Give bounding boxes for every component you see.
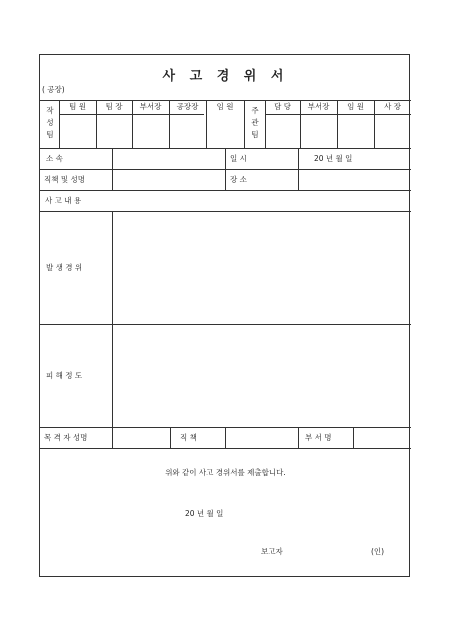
section-divider <box>112 211 113 427</box>
row-line <box>40 211 411 212</box>
supervising-team-label: 주 관 팀 <box>251 106 259 139</box>
approval-divider <box>244 100 245 148</box>
header-team-member: 팀 원 <box>69 102 86 111</box>
header-dept-head: 부서장 <box>139 102 162 111</box>
submission-statement: 위와 같이 사고 경위서를 제출합니다. <box>165 468 286 477</box>
approval-right-header-line <box>265 114 411 115</box>
header-team-leader: 팀 장 <box>105 102 123 111</box>
witness-divider <box>298 427 299 448</box>
accident-report-form <box>39 54 410 577</box>
role-label: 직 책 <box>180 433 197 442</box>
datetime-label: 일 시 <box>230 154 247 163</box>
section-line <box>40 324 411 325</box>
witness-divider <box>112 427 113 448</box>
reporter-label: 보고자 <box>261 547 283 556</box>
author-team-label: 작 성 팀 <box>46 106 54 139</box>
position-name-label: 직책 및 성명 <box>44 175 85 184</box>
witness-divider <box>225 427 226 448</box>
accident-content-label: 사 고 내 용 <box>45 196 82 205</box>
header-executive-2: 임 원 <box>347 102 364 111</box>
info-divider <box>112 148 113 190</box>
header-executive: 임 원 <box>216 102 234 111</box>
header-dept-head-2: 부서장 <box>307 102 330 111</box>
witness-label: 목 격 자 성명 <box>44 433 88 442</box>
damage-label: 피 해 정 도 <box>46 371 83 380</box>
header-president: 사 장 <box>384 102 401 111</box>
header-person-in-charge: 담 당 <box>274 102 291 111</box>
header-plant-manager: 공장장 <box>176 102 199 111</box>
factory-label: ( 공장) <box>42 85 65 94</box>
info-divider <box>225 148 226 190</box>
row-line <box>40 190 411 191</box>
witness-divider <box>170 427 171 448</box>
datetime-value: 20 년 월 일 <box>314 154 353 163</box>
form-title: 사 고 경 위 서 <box>162 69 289 84</box>
dept-label: 부 서 명 <box>305 433 332 442</box>
occurrence-label: 발 생 경 위 <box>46 263 83 272</box>
place-label: 장 소 <box>230 175 247 184</box>
affiliation-label: 소 속 <box>46 154 63 163</box>
row-line <box>40 448 411 449</box>
submission-date: 20 년 월 일 <box>185 509 224 518</box>
witness-divider <box>353 427 354 448</box>
seal-label: (인) <box>371 547 385 556</box>
info-divider <box>298 148 299 190</box>
